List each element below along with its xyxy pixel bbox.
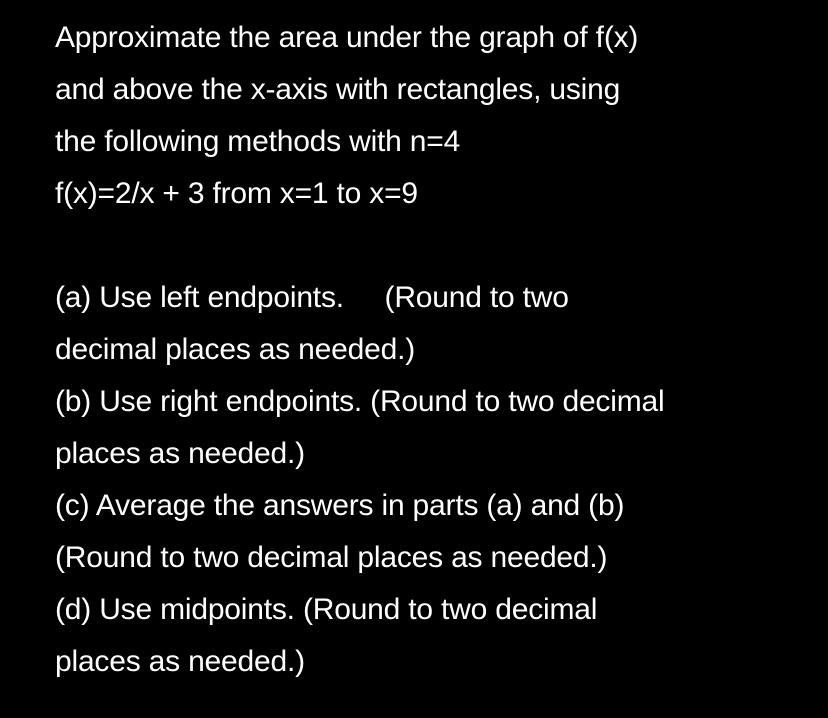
part-c-line-1: (c) Average the answers in parts (a) and (b): [55, 489, 625, 522]
problem-line-1: Approximate the area under the graph of f(x): [55, 21, 639, 54]
part-d-line-2: places as needed.): [55, 645, 305, 678]
part-c-line-2: (Round to two decimal places as needed.): [55, 541, 608, 574]
blank-line: [55, 220, 795, 272]
part-a-line-1: (a) Use left endpoints. (Round to two: [55, 281, 569, 314]
problem-line-2: and above the x-axis with rectangles, using: [55, 73, 621, 106]
part-a-line-2: decimal places as needed.): [55, 333, 416, 366]
function-definition: f(x)=2/x + 3 from x=1 to x=9: [55, 177, 418, 210]
problem-statement: [55, 12, 795, 220]
part-b-line-2: places as needed.): [55, 437, 305, 470]
part-d-line-1: (d) Use midpoints. (Round to two decimal: [55, 593, 598, 626]
part-b-line-1: (b) Use right endpoints. (Round to two decimal: [55, 385, 665, 418]
parts-list: [55, 272, 795, 688]
note-text-block: [55, 12, 795, 688]
problem-line-3: the following methods with n=4: [55, 125, 461, 158]
